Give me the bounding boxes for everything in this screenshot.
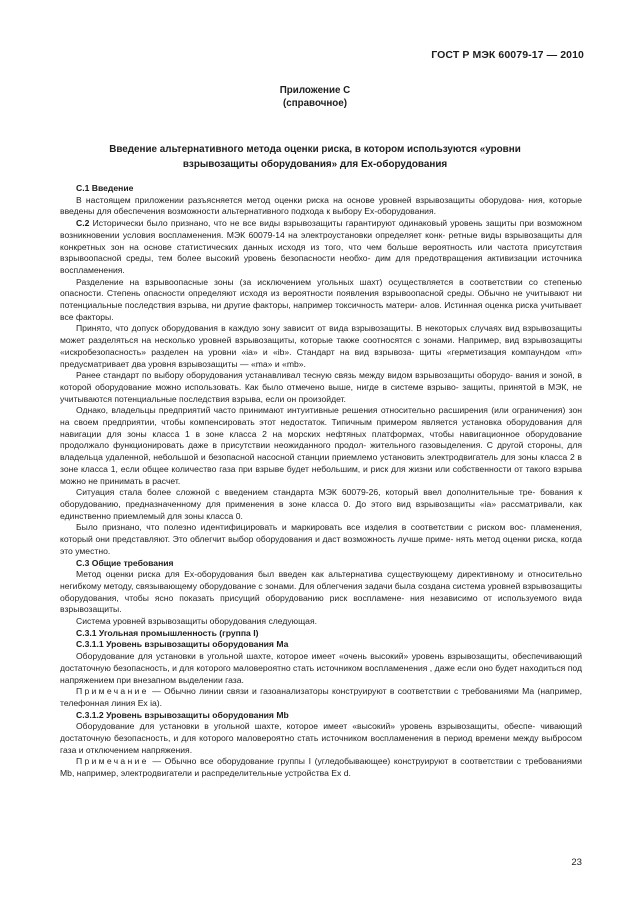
- document-body: [60, 183, 582, 780]
- note-text: — Обычно линии связи и газоанализаторы конструируют в соответствии с требованиями Ма (например, телефонная линия Ex ia).: [60, 686, 582, 708]
- section-heading: С.1 Введение: [76, 183, 134, 193]
- paragraph-text: Оборудование для установки в угольной шахте, которое имеет «высокий» уровень взрывозащиты, обеспе- чивающий достаточную безопасность, и для которого маловероятно стать источником воспламенения в период времени между выбросом газа и отключением напряжения.: [60, 721, 582, 755]
- body-paragraph: [60, 370, 582, 405]
- standard-header: ГОСТ Р МЭК 60079-17 — 2010: [431, 49, 584, 61]
- title-line-1: Введение альтернативного метода оценки риска, в котором используются «уровни: [109, 144, 521, 155]
- paragraph-text: Ситуация стала более сложной с введением стандарта МЭК 60079-26, который ввел дополнительные тре- бования к оборудованию, предназначенному для применения в зоне класса 0. До этого вид взрывозащиты «ia» рассматривали, как единственно приемлемый для зоны класса 0.: [60, 487, 582, 521]
- body-paragraph: [60, 616, 582, 628]
- title-line-2: взрывозащиты оборудования» для Ex-оборудования: [182, 159, 448, 170]
- paragraph-text: Метод оценки риска для Ex-оборудования был введен как альтернатива существующему директивному и относительно негибкому методу, связывающему оборудование с зонами. Для облегчения задачи была создана система уровней взрывозащиты оборудования, чтобы ясно показать присущий оборудованию риск воспламене- ния независимо от используемого вида взрывозащиты.: [60, 569, 582, 615]
- body-paragraph: [60, 277, 582, 324]
- paragraph-text: В настоящем приложении разъясняется метод оценки риска на основе уровней взрывозащиты оборудова- ния, которые введены для обеспечения возможности альтернативного подхода к выбору Ex-оборудования.: [60, 194, 582, 217]
- body-paragraph: [60, 487, 582, 522]
- body-paragraph: [60, 651, 582, 686]
- appendix-kind: (справочное): [283, 98, 347, 109]
- body-paragraph: [60, 569, 582, 616]
- paragraph-text: Оборудование для установки в угольной шахте, которое имеет «очень высокий» уровень взрывозащиты, обеспечивающий достаточную безопасность, и для которого маловероятно стать источником воспламенения , даже если оно будет находиться под напряжением при внезапном выделении газа.: [60, 651, 582, 685]
- section-heading: С.3 Общие требования: [76, 557, 174, 568]
- section-heading: С.3.1 Угольная промышленность (группа I): [76, 627, 259, 638]
- paragraph-lead: С.2: [76, 218, 90, 229]
- paragraph-text: Было признано, что полезно идентифицировать и маркировать все изделия в соответствии с риском вос- пламенения, который они представляют. Это облегчит выбор оборудования и даст возможность лучше приме- нять метод оценки риска, когда это уместно.: [60, 522, 582, 556]
- section-heading: С.3.1.1 Уровень взрывозащиты оборудования Ма: [76, 639, 289, 650]
- note-label: Примечание: [76, 686, 149, 697]
- appendix-label: Приложение С: [279, 85, 351, 96]
- body-paragraph: [60, 721, 582, 756]
- paragraph-text: Ранее стандарт по выбору оборудования устанавливал тесную связь между видом взрывозащиты оборудо- вания и зоной, в которой оборудование можно использовать. Как было отмечено выше, нигде в системе взрыво- защиты, принятой в МЭК, не учитываются потенциальные последствия взрыва, если он произойдет.: [60, 370, 582, 404]
- paragraph-text: Однако, владельцы предприятий часто принимают интуитивные решения относительно расширения (или ограничения) зон на своем предприятии, чтобы компенсировать этот недостаток. Типичным примером является установка оборудования для навигации для зоны класса 1 в зоне класса 2 на морских нефтяных платформах, чтобы навигационное оборудование продолжало функционировать даже в присутствии неожиданного продол- жительного газовыделения. С другой стороны, для владельца удаленной, небольшой и безопасной насосной станции приемлемо установить электродвигатель для зоны класса 2 в зоне класса 1, если общее количество газа при взрыве будет небольшим, и риск для жизни или собственности от такого взрыва можно не принимать в расчет.: [60, 405, 582, 486]
- note-label: Примечание: [76, 756, 149, 767]
- paragraph-text: Исторически было признано, что не все виды взрывозащиты гарантируют одинаковый уровень защиты при возможном возникновении условия воспламенения. МЭК 60079-14 на электроустановки определяет конк- ретные виды взрывозащиты для конкретных зон на основе статистических данных исходя из того, что чем больше вероятность или частота присутствия взрывоопасной среды, тем более высокий уровень безопасности необхо- дим для предотвращения активизации источника воспламенения.: [60, 218, 582, 275]
- note-text: — Обычно все оборудование группы I (угледобывающее) конструируют в соответствии с требованиями Mb, например, электродвигатели и распределительные устройства Ex d.: [60, 756, 582, 779]
- paragraph-text: Система уровней взрывозащиты оборудования следующая.: [76, 616, 317, 627]
- section-heading: С.3.1.2 Уровень взрывозащиты оборудования Mb: [76, 709, 289, 720]
- note-paragraph: [60, 686, 582, 709]
- paragraph-text: Разделение на взрывоопасные зоны (за исключением угольных шахт) осуществляется в соответствии со степенью опасности. Степень опасности определяют исходя из вероятности появления взрывоопасной среды. Обычно не учитывают ни потенциальные последствия взрыва, ни другие факторы, например токсичность матери- алов. Истинная оценка риска учитывает все факторы.: [60, 276, 582, 322]
- body-paragraph: [60, 218, 582, 277]
- body-paragraph: [60, 405, 582, 487]
- body-paragraph: [60, 195, 582, 218]
- page-number: 23: [571, 857, 582, 868]
- paragraph-text: Принято, что допуск оборудования в каждую зону зависит от вида взрывозащиты. В некоторых случаях вид взрывозащиты может разделяться на несколько уровней взрывозащиты, которые также соотносятся с зонами. Например, вид взрывозащиты «искробезопасность» разделен на уровни «ia» и «ib». Стандарт на вид взрывоза- щиты «герметизация компаундом «m» предусматривает два уровня взрывозащиты — «ma» и «mb».: [60, 323, 582, 369]
- body-paragraph: [60, 323, 582, 370]
- note-paragraph: [60, 756, 582, 779]
- body-paragraph: [60, 522, 582, 557]
